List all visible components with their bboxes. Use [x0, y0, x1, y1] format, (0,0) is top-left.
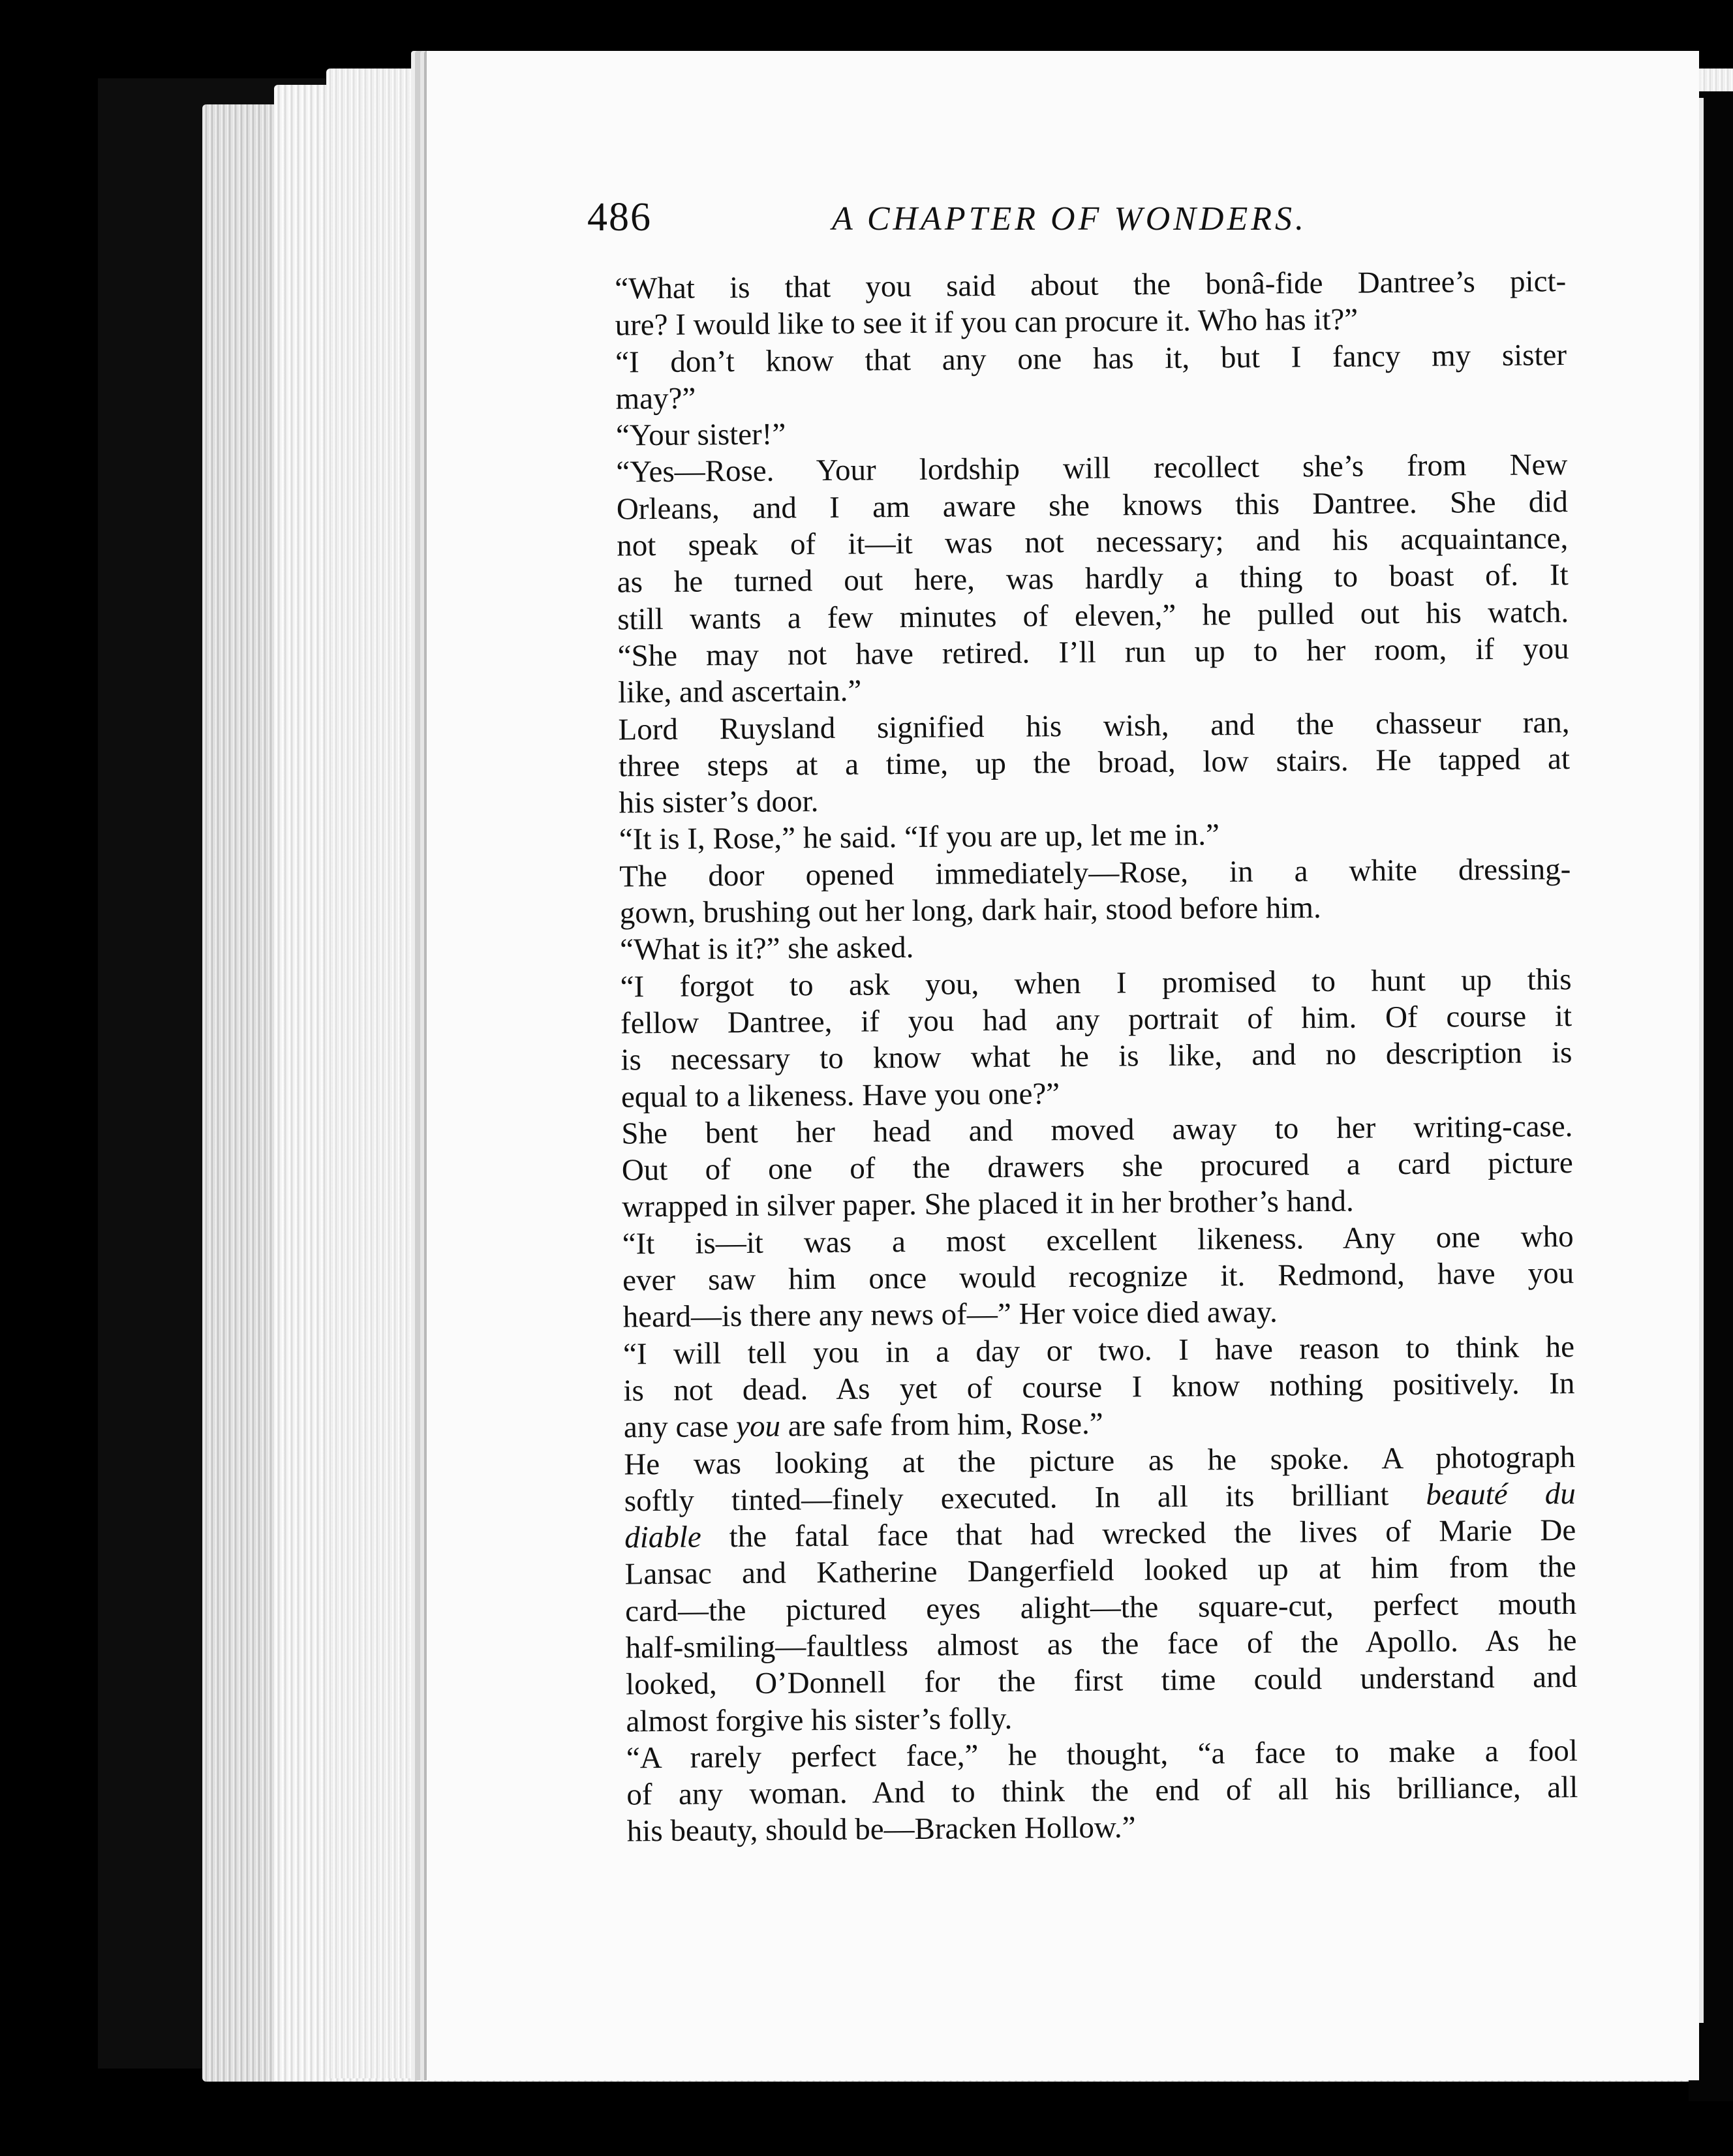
text-line: “Yes—Rose. Your lordship will recollect she’s from New [616, 448, 1568, 489]
page-number: 486 [587, 195, 652, 239]
text-line: not speak of it—it was not necessary; and his acquaintance, [617, 521, 1569, 563]
page-text [574, 263, 1578, 1851]
text-line: almost forgive his sister’s folly. [626, 1701, 1013, 1739]
text-line: ever saw him once would recognize it. Redmond, have you [622, 1256, 1574, 1298]
paragraph [581, 1218, 1574, 1336]
text-segment: softly tinted—finely executed. In all its brilliant [624, 1477, 1426, 1518]
text-line: looked, O’Donnell for the first time could understand and [625, 1660, 1578, 1702]
text-line: half-smiling—faultless almost as the face of the Apollo. As he [625, 1623, 1577, 1665]
text-line: “I will tell you in a day or two. I have reason to think he [622, 1329, 1575, 1372]
text-line: She bent her head and moved away to her writing-case. [621, 1109, 1573, 1151]
text-line: three steps at a time, up the broad, low stairs. He tapped at [618, 741, 1571, 784]
text-line: “What is that you said about the bonâ-fide Dantree’s pict- [615, 264, 1567, 306]
paragraph [579, 961, 1572, 1116]
paragraph [581, 1108, 1573, 1226]
text-line: gown, brushing out her long, dark hair, stood before him. [619, 891, 1321, 931]
text-segment: any case [623, 1409, 737, 1445]
text-line: “I forgot to ask you, when I promised to hunt up this [620, 962, 1572, 1004]
paragraph [583, 1329, 1575, 1447]
text-line: wrapped in silver paper. She placed it in her brother’s hand. [622, 1184, 1355, 1224]
text-line: his beauty, should be—Bracken Hollow.” [626, 1810, 1136, 1849]
paragraph [579, 851, 1571, 932]
text-line: Lord Ruysland signified his wish, and the chasseur ran, [618, 705, 1570, 747]
running-head [587, 194, 1344, 253]
paragraph [583, 1439, 1577, 1740]
text-line: Orleans, and I am aware she knows this Dantree. She did [616, 484, 1569, 527]
italic-word: diable [624, 1520, 701, 1555]
text-segment: are safe from him, Rose.” [780, 1406, 1103, 1443]
text-line: “I don’t know that any one has it, but I fancy my sister [615, 337, 1567, 380]
text-line: heard—is there any news of—” Her voice died away. [622, 1295, 1278, 1334]
text-line: his sister’s door. [619, 784, 819, 820]
text-line: “What is it?” she asked. [619, 931, 914, 967]
italic-phrase: beauté du [1426, 1476, 1576, 1512]
paragraph [574, 263, 1567, 345]
text-line: He was looking at the picture as he spoke. A photograph [624, 1440, 1576, 1481]
text-segment: the fatal face that had wrecked the lives of Marie De [701, 1513, 1576, 1554]
text-line: still wants a few minutes of eleven,” he pulled out his watch. [617, 594, 1569, 637]
text-line: Lansac and Katherine Dangerfield looked up at him from the [624, 1550, 1576, 1592]
text-line: “A rarely perfect face,” he thought, “a face to make a fool [626, 1733, 1578, 1776]
text-line: card—the pictured eyes alight—the square-cut, perfect mouth [624, 1586, 1577, 1629]
paragraph [586, 1732, 1578, 1851]
text-line: ure? I would like to see it if you can procure it. Who has it?” [615, 302, 1358, 343]
text-line: is not dead. As yet of course I know nothing positively. In [623, 1366, 1575, 1408]
text-line: of any woman. And to think the end of all his brilliance, all [626, 1770, 1578, 1812]
text-line: “It is I, Rose,” he said. “If you are up, let me in.” [619, 818, 1220, 857]
text-line: as he turned out here, was hardly a thing to boast of. It [617, 558, 1569, 600]
paragraph [577, 704, 1570, 822]
text-line: “It is—it was a most excellent likeness. Any one who [622, 1219, 1574, 1261]
paragraph [575, 447, 1569, 712]
text-line: fellow Dantree, if you had any portrait of him. Of course it [620, 998, 1572, 1041]
text-line: equal to a likeness. Have you one?” [621, 1076, 1060, 1115]
text-line: “She may not have retired. I’ll run up to her room, if you [617, 632, 1569, 673]
text-line: “Your sister!” [615, 417, 786, 453]
text-line: The door opened immediately—Rose, in a white dressing- [619, 852, 1571, 894]
running-title: A CHAPTER OF WONDERS. [832, 200, 1307, 238]
text-line: Out of one of the drawers she procured a card picture [621, 1146, 1573, 1188]
text-line: is necessary to know what he is like, and no description is [621, 1036, 1572, 1077]
paragraph [575, 337, 1567, 418]
text-line: may?” [615, 381, 696, 416]
italic-word: you [735, 1409, 781, 1444]
text-line: like, and ascertain.” [617, 673, 862, 710]
